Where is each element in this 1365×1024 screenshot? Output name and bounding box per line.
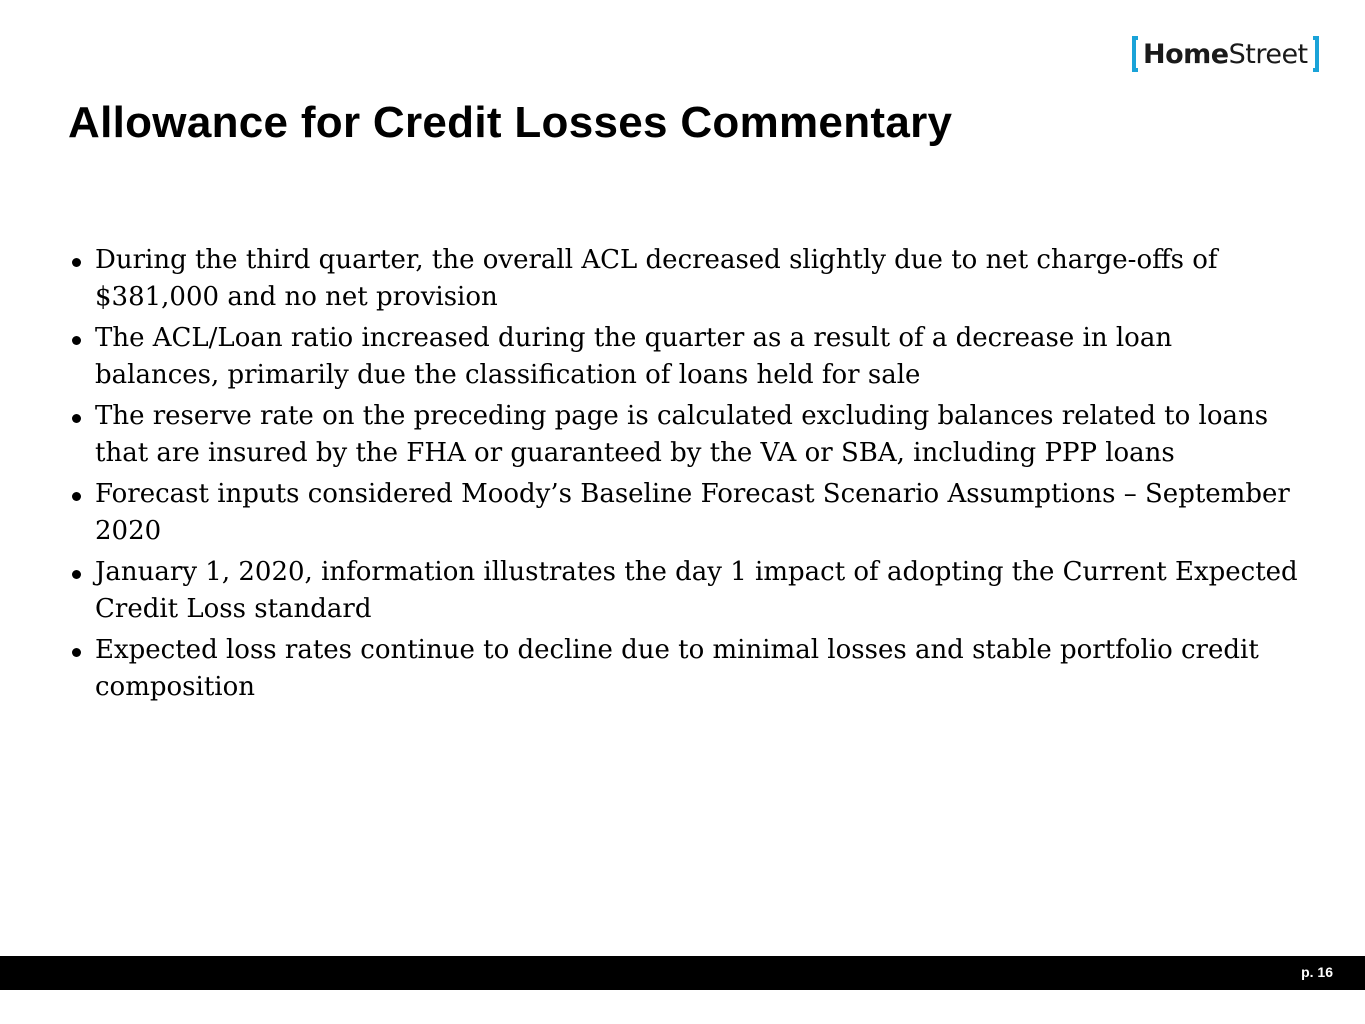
- logo-home-text: Home: [1143, 38, 1229, 70]
- bullet-text: The reserve rate on the preceding page is calculated excluding balances related to loans that are insured by the FHA or guaranteed by the VA or SBA, including PPP loans: [95, 401, 1269, 468]
- bullet-text: During the third quarter, the overall ACL decreased slightly due to net charge-offs of $381,000 and no net provision: [95, 245, 1218, 312]
- bullet-item: [70, 242, 1300, 316]
- page-number: p. 16: [1301, 964, 1333, 980]
- bullet-dot-icon: [72, 336, 81, 345]
- bullet-dot-icon: [72, 492, 81, 501]
- bullet-item: [70, 320, 1300, 394]
- footer-bar: [0, 956, 1365, 990]
- bullet-item: [70, 398, 1300, 472]
- bullet-text: Expected loss rates continue to decline due to minimal losses and stable portfolio credit composition: [95, 635, 1259, 702]
- slide-title: Allowance for Credit Losses Commentary: [68, 98, 953, 147]
- homestreet-logo: [1132, 34, 1336, 74]
- bullet-item: [70, 554, 1300, 628]
- bullet-item: [70, 476, 1300, 550]
- bullet-item: [70, 632, 1300, 706]
- commentary-bullet-list: [70, 242, 1300, 710]
- bullet-text: January 1, 2020, information illustrates the day 1 impact of adopting the Current Expected Credit Loss standard: [95, 557, 1298, 624]
- bullet-dot-icon: [72, 414, 81, 423]
- logo-right-bracket: [1313, 36, 1319, 72]
- bullet-text: Forecast inputs considered Moody’s Baseline Forecast Scenario Assumptions – September 2020: [95, 479, 1290, 546]
- bullet-dot-icon: [72, 648, 81, 657]
- bullet-dot-icon: [72, 258, 81, 267]
- bullet-text: The ACL/Loan ratio increased during the quarter as a result of a decrease in loan balances, primarily due the classification of loans held for sale: [95, 323, 1173, 390]
- bullet-dot-icon: [72, 570, 81, 579]
- logo-street-text: Street: [1228, 38, 1308, 70]
- logo-left-bracket: [1132, 36, 1138, 72]
